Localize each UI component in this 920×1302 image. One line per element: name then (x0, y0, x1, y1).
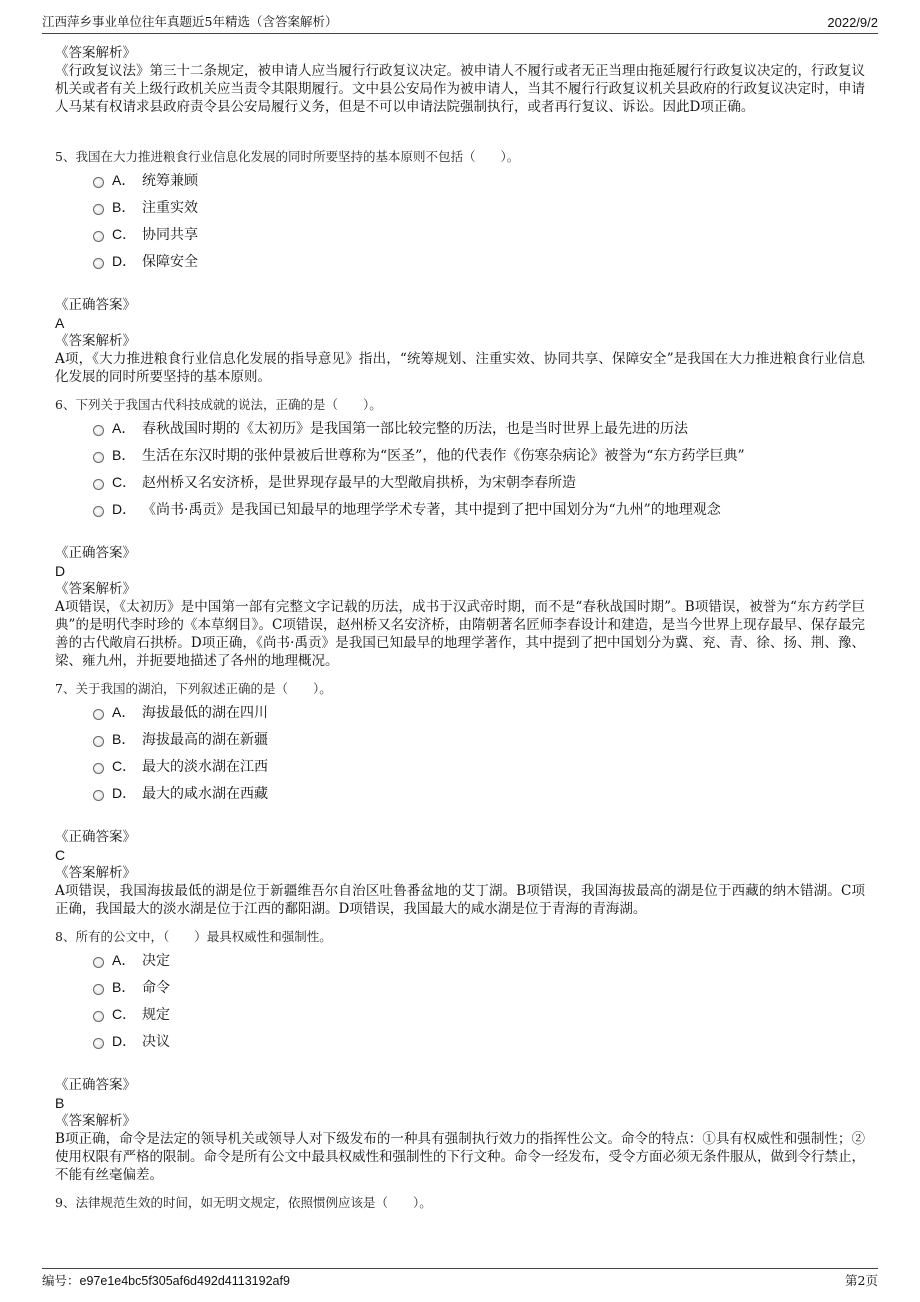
analysis-label: 《答案解析》 (55, 865, 136, 881)
option-b[interactable]: B． 注重实效 (93, 193, 865, 220)
page-number: 第2页 (845, 1273, 878, 1288)
question-block (55, 396, 865, 670)
radio-icon[interactable] (93, 204, 104, 215)
radio-icon[interactable] (93, 957, 104, 968)
option-a[interactable]: A． 统筹兼顾 (93, 166, 865, 193)
option-c[interactable]: C． 最大的淡水湖在江西 (93, 752, 865, 779)
correct-answer-label: 《正确答案》 (55, 829, 136, 845)
question-block (55, 680, 865, 918)
page-footer (42, 1271, 878, 1289)
radio-icon[interactable] (93, 231, 104, 242)
analysis-label: 《答案解析》 (55, 581, 136, 597)
option-a[interactable]: A． 春秋战国时期的《太初历》是我国第一部比较完整的历法，也是当时世界上最先进的历法 (93, 414, 865, 441)
radio-icon[interactable] (93, 506, 104, 517)
question-block (55, 148, 865, 386)
radio-icon[interactable] (93, 258, 104, 269)
radio-icon[interactable] (93, 736, 104, 747)
option-d[interactable]: D． 《尚书·禹贡》是我国已知最早的地理学学术专著，其中提到了把中国划分为“九州”的地理观念 (93, 495, 865, 522)
question-stem: 5、我国在大力推进粮食行业信息化发展的同时所要坚持的基本原则不包括（ ）。 (55, 149, 520, 164)
analysis-text: A项，《大力推进粮食行业信息化发展的指导意见》指出，“统筹规划、注重实效、协同共享、保障安全”是我国在大力推进粮食行业信息化发展的同时所要坚持的基本原则。 (55, 351, 865, 385)
correct-answer: A (55, 315, 65, 331)
option-b[interactable]: B． 海拔最高的湖在新疆 (93, 725, 865, 752)
option-d[interactable]: D． 决议 (93, 1027, 865, 1054)
analysis-label: 《答案解析》 (55, 1113, 136, 1129)
option-d[interactable]: D． 最大的咸水湖在西藏 (93, 779, 865, 806)
question-stem: 8、所有的公文中，（ ）最具权威性和强制性。 (55, 929, 332, 944)
option-c[interactable]: C． 赵州桥又名安济桥，是世界现存最早的大型敞肩拱桥，为宋朝李春所造 (93, 468, 865, 495)
correct-answer-label: 《正确答案》 (55, 297, 136, 313)
option-list (93, 414, 865, 522)
radio-icon[interactable] (93, 177, 104, 188)
page-header (42, 10, 878, 30)
footer-rule (42, 1268, 878, 1269)
option-b[interactable]: B． 命令 (93, 973, 865, 1000)
radio-icon[interactable] (93, 1011, 104, 1022)
radio-icon[interactable] (93, 1038, 104, 1049)
correct-answer: B (55, 1095, 65, 1111)
question-stem: 7、关于我国的湖泊，下列叙述正确的是（ ）。 (55, 681, 332, 696)
radio-icon[interactable] (93, 479, 104, 490)
option-c[interactable]: C． 协同共享 (93, 220, 865, 247)
option-d[interactable]: D． 保障安全 (93, 247, 865, 274)
option-b[interactable]: B． 生活在东汉时期的张仲景被后世尊称为“医圣”，他的代表作《伤寒杂病论》被誉为“东方药学巨典” (93, 441, 865, 468)
question-stem: 9、法律规范生效的时间，如无明文规定，依照惯例应该是（ ）。 (55, 1195, 432, 1210)
correct-answer: C (55, 847, 66, 863)
header-rule (42, 33, 878, 34)
radio-icon[interactable] (93, 763, 104, 774)
document-title: 江西萍乡事业单位往年真题近5年精选（含答案解析） (42, 14, 338, 29)
radio-icon[interactable] (93, 452, 104, 463)
option-a[interactable]: A． 决定 (93, 946, 865, 973)
option-c[interactable]: C． 规定 (93, 1000, 865, 1027)
document-date: 2022/9/2 (827, 15, 878, 30)
analysis-label: 《答案解析》 (55, 333, 136, 349)
radio-icon[interactable] (93, 790, 104, 801)
document-code: 编号：e97e1e4bc5f305af6d492d4113192af9 (42, 1273, 290, 1288)
radio-icon[interactable] (93, 425, 104, 436)
question-block (55, 928, 865, 1184)
correct-answer-label: 《正确答案》 (55, 1077, 136, 1093)
option-list (93, 946, 865, 1054)
analysis-text: B项正确，命令是法定的领导机关或领导人对下级发布的一种具有强制执行效力的指挥性公文。命令的特点：①具有权威性和强制性；②使用权限有严格的限制。命令是所有公文中最具权威性和强制性的下行文种。命令一经发布，受令方面必须无条件服从，做到令行禁止，不能有丝毫偏差。 (55, 1131, 865, 1183)
page-content (55, 44, 865, 1212)
question-stem: 6、下列关于我国古代科技成就的说法，正确的是（ ）。 (55, 397, 382, 412)
option-list (93, 698, 865, 806)
correct-answer: D (55, 563, 66, 579)
correct-answer-label: 《正确答案》 (55, 545, 136, 561)
analysis-text: 《行政复议法》第三十二条规定，被申请人应当履行行政复议决定。被申请人不履行或者无正当理由拖延履行行政复议决定的，行政复议机关或者有关上级行政机关应当责令其限期履行。文中县公安局作为被申请人，当其不履行行政复议机关县政府的行政复议决定时，申请人马某有权请求县政府责令县公安局履行义务，但是不可以申请法院强制执行，或者再行复议、诉讼。因此D项正确。 (55, 63, 865, 115)
option-a[interactable]: A． 海拔最低的湖在四川 (93, 698, 865, 725)
option-list (93, 166, 865, 274)
analysis-text: A项错误，我国海拔最低的湖是位于新疆维吾尔自治区吐鲁番盆地的艾丁湖。B项错误，我国海拔最高的湖是位于西藏的纳木错湖。C项正确，我国最大的淡水湖是位于江西的鄱阳湖。D项错误，我国最大的咸水湖是位于青海的青海湖。 (55, 883, 865, 917)
analysis-text: A项错误，《太初历》是中国第一部有完整文字记载的历法，成书于汉武帝时期，而不是“春秋战国时期”。B项错误，被誉为“东方药学巨典”的是明代李时珍的《本草纲目》。C项错误，赵州桥又名安济桥，由隋朝著名匠师李春设计和建造，是当今世界上现存最早、保存最完善的古代敞肩石拱桥。D项正确，《尚书·禹贡》是我国已知最早的地理学著作，其中提到了把中国划分为冀、兖、青、徐、扬、荆、豫、梁、雍九州，并扼要地描述了各州的地理概况。 (55, 599, 865, 669)
radio-icon[interactable] (93, 984, 104, 995)
radio-icon[interactable] (93, 709, 104, 720)
analysis-label: 《答案解析》 (55, 45, 136, 61)
